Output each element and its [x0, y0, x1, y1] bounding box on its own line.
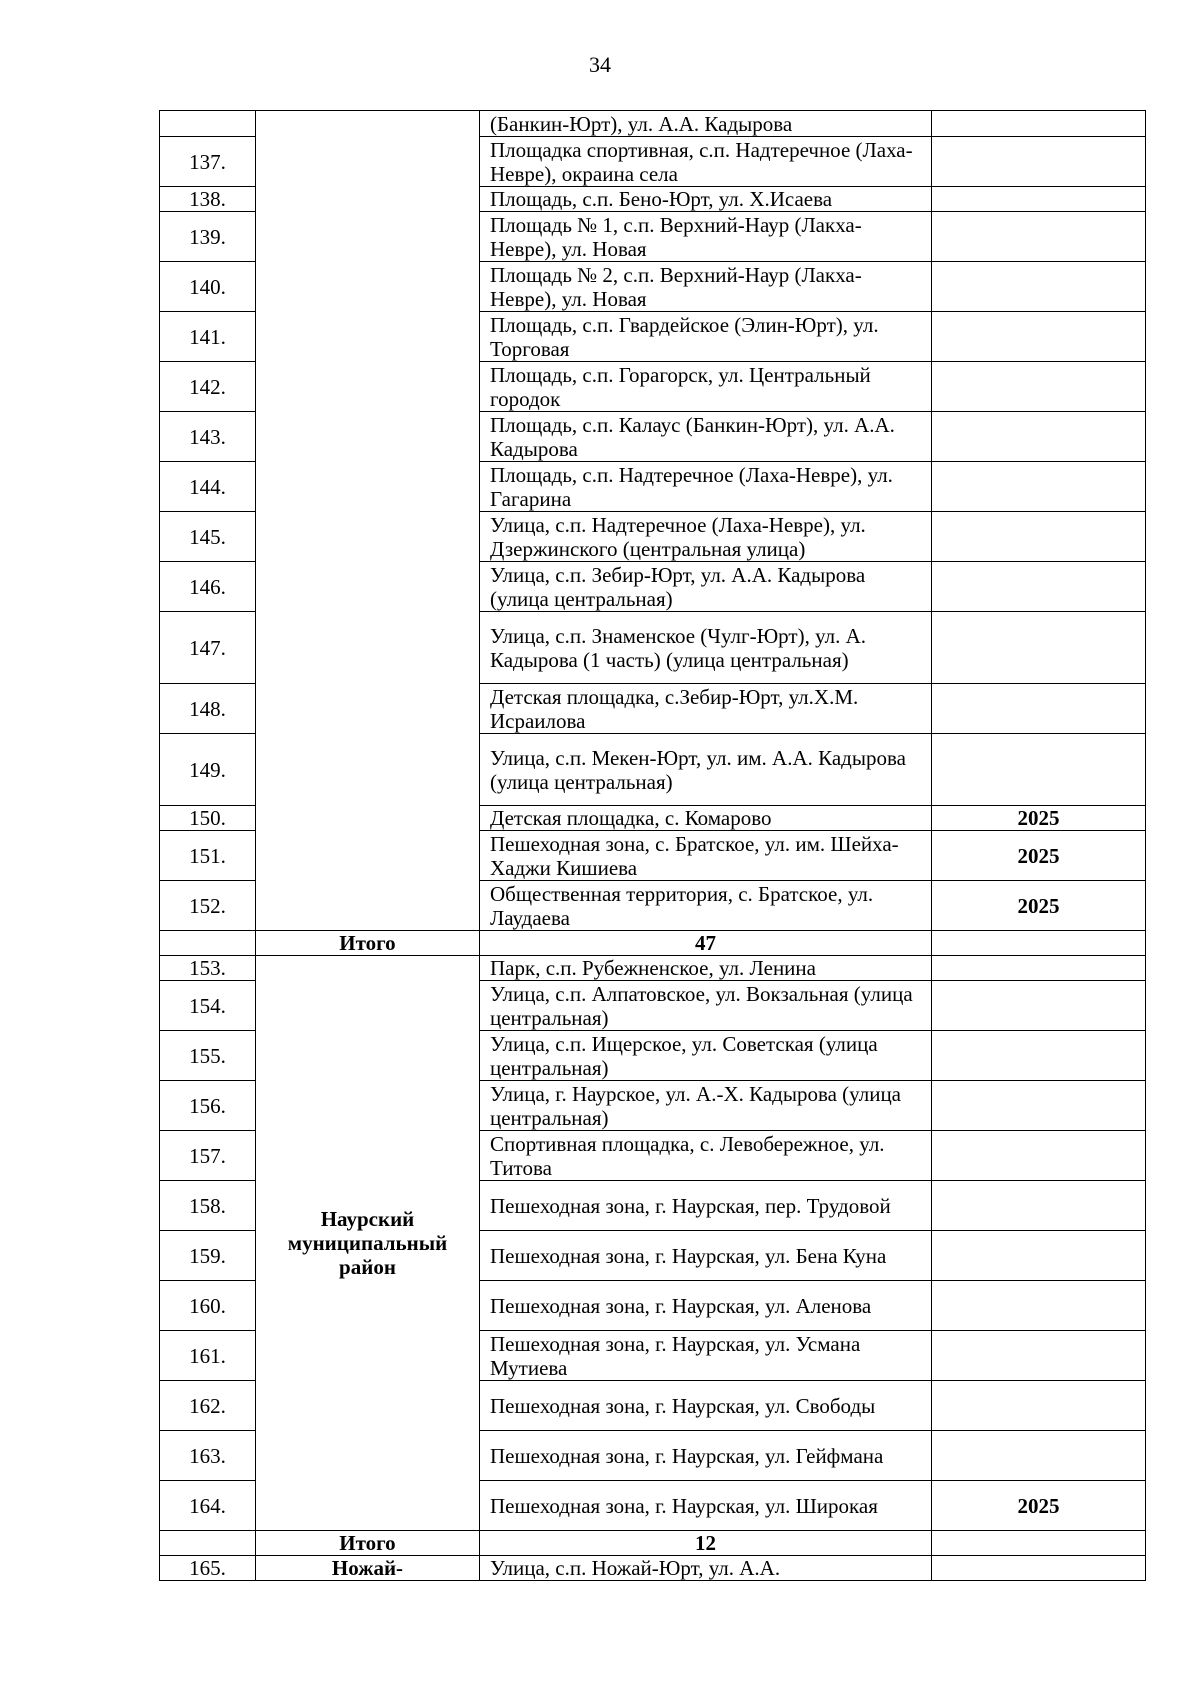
year-cell — [932, 1181, 1146, 1231]
territories-table — [159, 110, 1146, 1581]
year-cell: 2025 — [932, 806, 1146, 831]
object-name: Улица, с.п. Ищерское, ул. Советская (улица центральная) — [480, 1031, 932, 1081]
row-number: 148. — [160, 684, 256, 734]
object-name: Площадь № 2, с.п. Верхний-Наур (Лакха-Невре), ул. Новая — [480, 262, 932, 312]
row-number: 154. — [160, 981, 256, 1031]
object-name: Площадь, с.п. Бено-Юрт, ул. Х.Исаева — [480, 187, 932, 212]
total-value: 12 — [480, 1531, 932, 1556]
object-name: Детская площадка, с.Зебир-Юрт, ул.Х.М. Исраилова — [480, 684, 932, 734]
year-cell — [932, 362, 1146, 412]
object-name: Площадь № 1, с.п. Верхний-Наур (Лакха-Невре), ул. Новая — [480, 212, 932, 262]
year-cell — [932, 1556, 1146, 1581]
row-number: 155. — [160, 1031, 256, 1081]
total-value: 47 — [480, 931, 932, 956]
year-cell — [932, 262, 1146, 312]
total-blank-cell — [160, 931, 256, 956]
object-name: Общественная территория, с. Братское, ул. Лаудаева — [480, 881, 932, 931]
page-number: 34 — [589, 52, 611, 77]
year-cell — [932, 512, 1146, 562]
row-number: 141. — [160, 312, 256, 362]
year-cell — [932, 187, 1146, 212]
row-number: 140. — [160, 262, 256, 312]
object-name: Площадь, с.п. Гвардейское (Элин-Юрт), ул. Торговая — [480, 312, 932, 362]
row-number: 144. — [160, 462, 256, 512]
object-name: Пешеходная зона, г. Наурская, ул. Свободы — [480, 1381, 932, 1431]
object-name: Улица, с.п. Мекен-Юрт, ул. им. А.А. Кадырова (улица центральная) — [480, 734, 932, 806]
object-name: Пешеходная зона, г. Наурская, ул. Аленова — [480, 1281, 932, 1331]
object-name: Пешеходная зона, г. Наурская, ул. Бена Куна — [480, 1231, 932, 1281]
object-name: Улица, с.п. Зебир-Юрт, ул. А.А. Кадырова (улица центральная) — [480, 562, 932, 612]
row-number: 161. — [160, 1331, 256, 1381]
row-number: 138. — [160, 187, 256, 212]
year-cell: 2025 — [932, 881, 1146, 931]
year-cell — [932, 111, 1146, 137]
object-name: Спортивная площадка, с. Левобережное, ул. Титова — [480, 1131, 932, 1181]
year-cell — [932, 1281, 1146, 1331]
row-number: 147. — [160, 612, 256, 684]
object-name: Пешеходная зона, г. Наурская, ул. Широкая — [480, 1481, 932, 1531]
object-name: Пешеходная зона, г. Наурская, ул. Усмана Мутиева — [480, 1331, 932, 1381]
year-cell — [932, 137, 1146, 187]
object-name: Детская площадка, с. Комарово — [480, 806, 932, 831]
total-row — [160, 1531, 1146, 1556]
total-year-cell — [932, 1531, 1146, 1556]
object-name: Пешеходная зона, г. Наурская, пер. Трудовой — [480, 1181, 932, 1231]
year-cell — [932, 312, 1146, 362]
district-cell — [256, 111, 480, 931]
row-number: 163. — [160, 1431, 256, 1481]
object-name: Парк, с.п. Рубежненское, ул. Ленина — [480, 956, 932, 981]
row-number: 145. — [160, 512, 256, 562]
row-number: 153. — [160, 956, 256, 981]
row-number — [160, 111, 256, 137]
object-name: Пешеходная зона, с. Братское, ул. им. Шейха-Хаджи Кишиева — [480, 831, 932, 881]
object-name: Улица, с.п. Надтеречное (Лаха-Невре), ул. Дзержинского (центральная улица) — [480, 512, 932, 562]
year-cell — [932, 956, 1146, 981]
object-name: Улица, с.п. Знаменское (Чулг-Юрт), ул. А. Кадырова (1 часть) (улица центральная) — [480, 612, 932, 684]
year-cell — [932, 684, 1146, 734]
row-number: 165. — [160, 1556, 256, 1581]
row-number: 164. — [160, 1481, 256, 1531]
year-cell: 2025 — [932, 831, 1146, 881]
year-cell — [932, 734, 1146, 806]
row-number: 156. — [160, 1081, 256, 1131]
district-cell: Наурский муниципальный район — [256, 956, 480, 1531]
total-label: Итого — [256, 1531, 480, 1556]
total-blank-cell — [160, 1531, 256, 1556]
table-row — [160, 1556, 1146, 1581]
year-cell — [932, 1331, 1146, 1381]
row-number: 137. — [160, 137, 256, 187]
row-number: 157. — [160, 1131, 256, 1181]
year-cell — [932, 1431, 1146, 1481]
year-cell — [932, 1381, 1146, 1431]
year-cell — [932, 1031, 1146, 1081]
row-number: 151. — [160, 831, 256, 881]
year-cell — [932, 1131, 1146, 1181]
object-name: Площадка спортивная, с.п. Надтеречное (Лаха-Невре), окраина села — [480, 137, 932, 187]
year-cell — [932, 412, 1146, 462]
year-cell — [932, 1081, 1146, 1131]
year-cell — [932, 981, 1146, 1031]
row-number: 142. — [160, 362, 256, 412]
object-name: Улица, с.п. Алпатовское, ул. Вокзальная (улица центральная) — [480, 981, 932, 1031]
year-cell — [932, 1231, 1146, 1281]
row-number: 143. — [160, 412, 256, 462]
object-name: (Банкин-Юрт), ул. А.А. Кадырова — [480, 111, 932, 137]
total-label: Итого — [256, 931, 480, 956]
object-name: Улица, с.п. Ножай-Юрт, ул. А.А. — [480, 1556, 932, 1581]
row-number: 146. — [160, 562, 256, 612]
row-number: 150. — [160, 806, 256, 831]
object-name: Пешеходная зона, г. Наурская, ул. Гейфмана — [480, 1431, 932, 1481]
table-row — [160, 111, 1146, 137]
table-row — [160, 956, 1146, 981]
object-name: Площадь, с.п. Калаус (Банкин-Юрт), ул. А.А. Кадырова — [480, 412, 932, 462]
object-name: Улица, г. Наурское, ул. А.-Х. Кадырова (улица центральная) — [480, 1081, 932, 1131]
district-cell: Ножай- — [256, 1556, 480, 1581]
total-row — [160, 931, 1146, 956]
row-number: 139. — [160, 212, 256, 262]
year-cell — [932, 562, 1146, 612]
total-year-cell — [932, 931, 1146, 956]
row-number: 158. — [160, 1181, 256, 1231]
year-cell — [932, 612, 1146, 684]
row-number: 160. — [160, 1281, 256, 1331]
object-name: Площадь, с.п. Горагорск, ул. Центральный городок — [480, 362, 932, 412]
row-number: 162. — [160, 1381, 256, 1431]
year-cell: 2025 — [932, 1481, 1146, 1531]
year-cell — [932, 212, 1146, 262]
year-cell — [932, 462, 1146, 512]
object-name: Площадь, с.п. Надтеречное (Лаха-Невре), ул. Гагарина — [480, 462, 932, 512]
row-number: 159. — [160, 1231, 256, 1281]
row-number: 149. — [160, 734, 256, 806]
row-number: 152. — [160, 881, 256, 931]
